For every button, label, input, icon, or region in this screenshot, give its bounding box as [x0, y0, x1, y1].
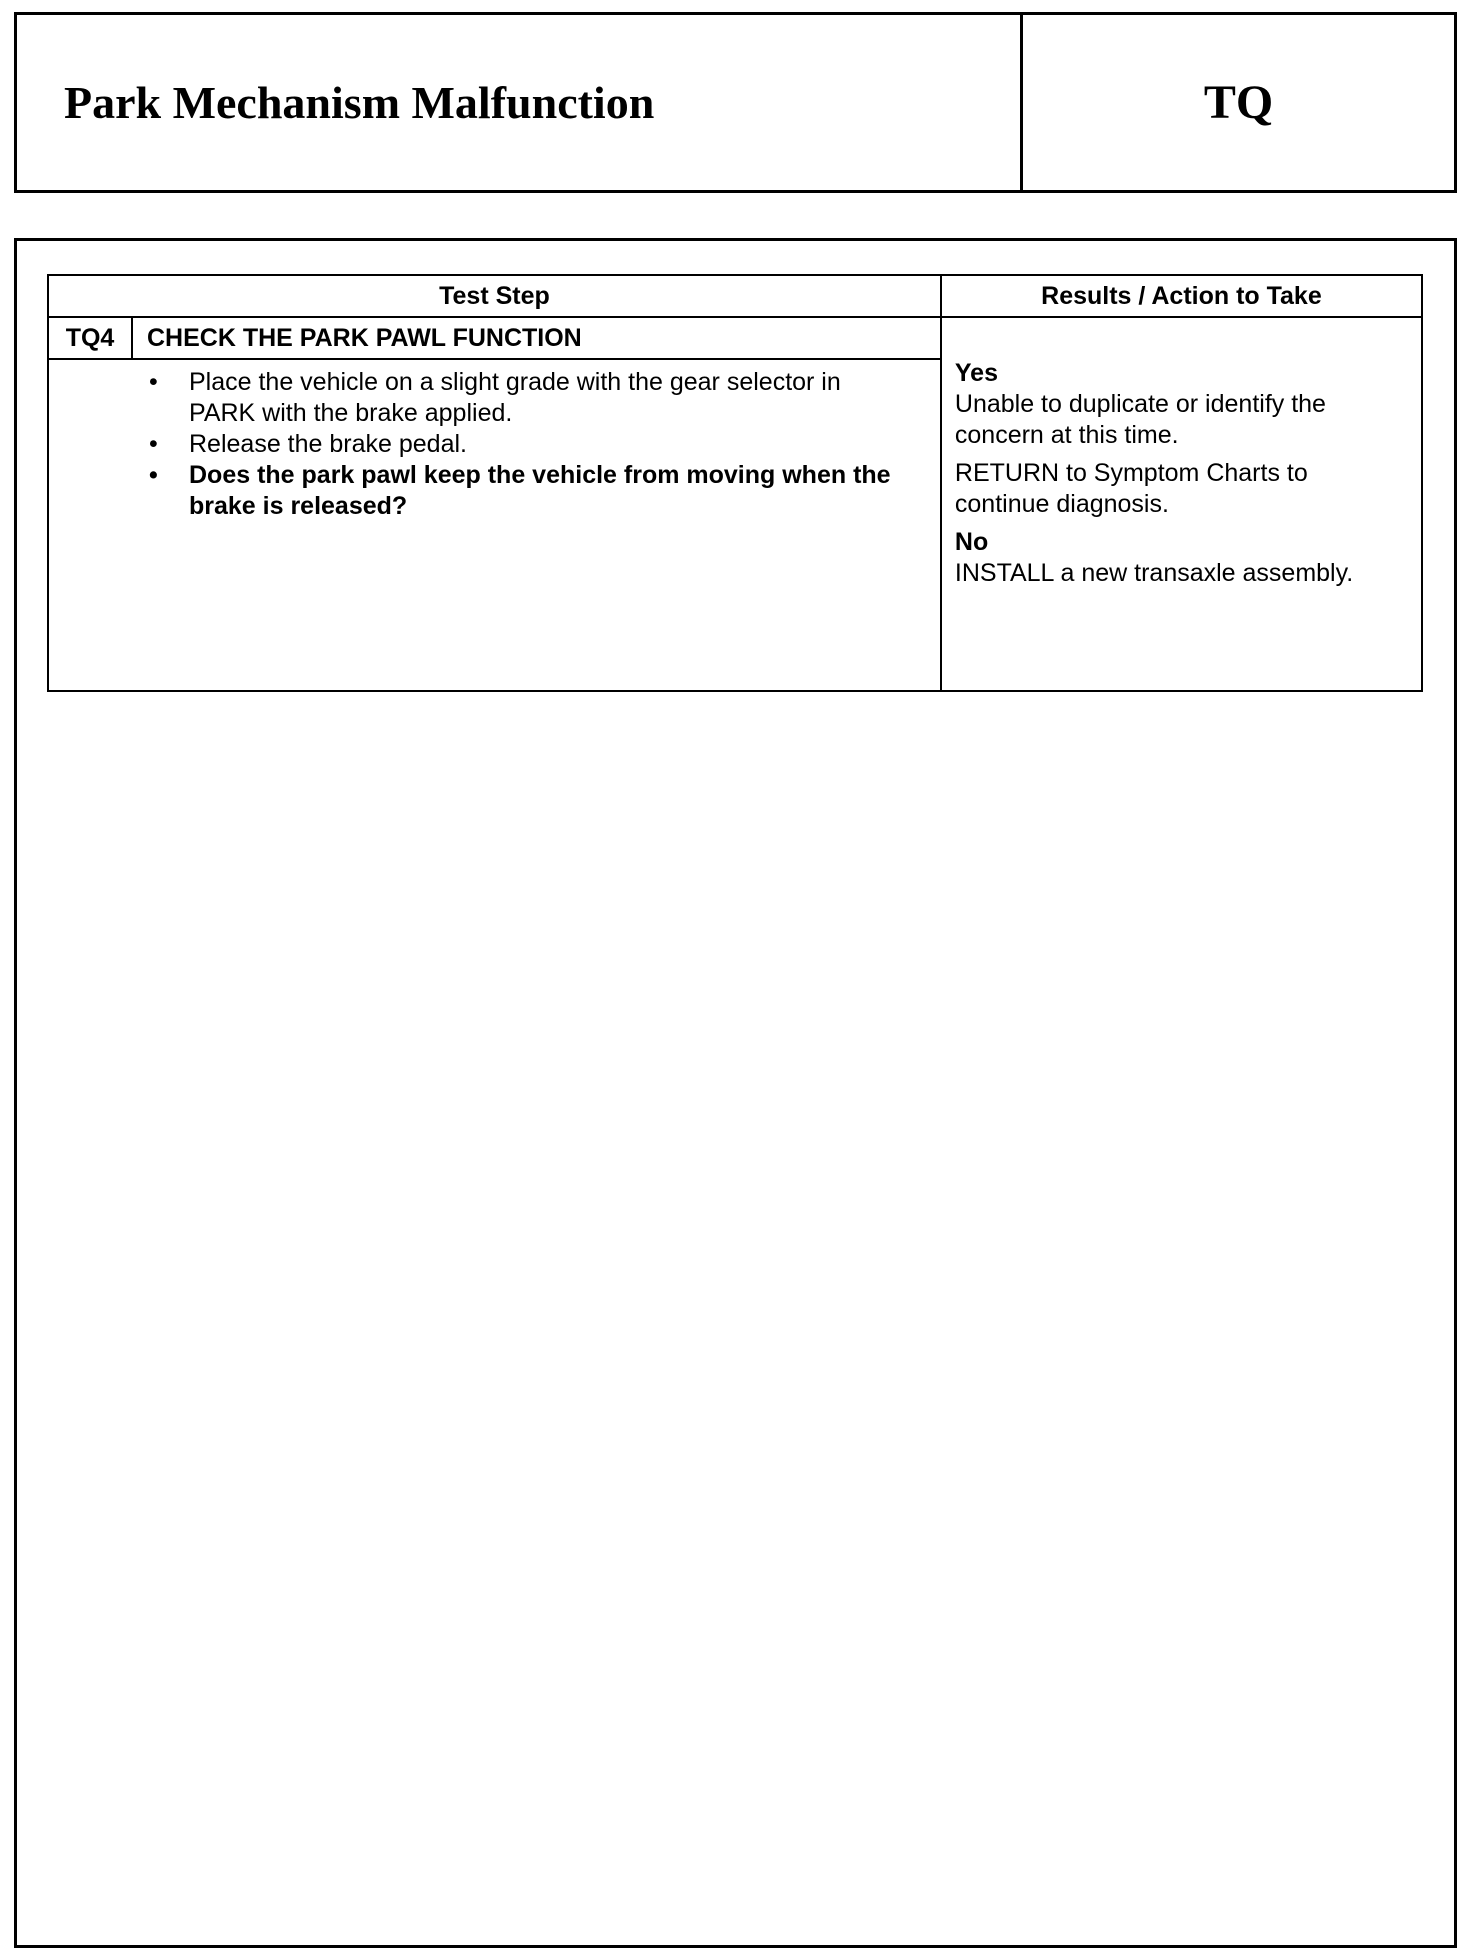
list-item — [49, 460, 940, 522]
column-header-test-step: Test Step — [48, 275, 941, 317]
result-yes-text-1: Unable to duplicate or identify the concern at this time. — [954, 390, 1326, 449]
instruction-question: Does the park pawl keep the vehicle from moving when the brake is released? — [189, 461, 891, 520]
page-title: Park Mechanism Malfunction — [17, 15, 1023, 190]
bullet-icon: • — [149, 430, 158, 458]
result-yes-label: Yes — [954, 359, 998, 387]
step-instructions-list — [49, 360, 940, 522]
content-frame — [14, 238, 1457, 1948]
test-step-table — [47, 274, 1423, 692]
list-item — [49, 429, 940, 460]
result-no-text: INSTALL a new transaxle assembly. — [954, 559, 1354, 587]
table-header-row — [48, 275, 1422, 317]
step-instructions-cell — [48, 359, 941, 691]
list-item — [49, 367, 940, 429]
step-id: TQ4 — [48, 317, 132, 359]
bullet-icon: • — [149, 461, 158, 489]
instruction-text: Release the brake pedal. — [189, 430, 467, 458]
column-header-results: Results / Action to Take — [941, 275, 1422, 317]
result-no-label: No — [954, 528, 989, 556]
results-cell — [941, 317, 1422, 691]
result-yes-text-2: RETURN to Symptom Charts to continue diagnosis. — [954, 459, 1308, 518]
bullet-icon: • — [149, 368, 158, 396]
instruction-text: Place the vehicle on a slight grade with the gear selector in PARK with the brake applied. — [189, 368, 841, 427]
section-code: TQ — [1203, 76, 1274, 129]
page-header — [14, 12, 1457, 193]
step-heading: CHECK THE PARK PAWL FUNCTION — [132, 317, 941, 359]
step-heading-row — [48, 317, 1422, 359]
